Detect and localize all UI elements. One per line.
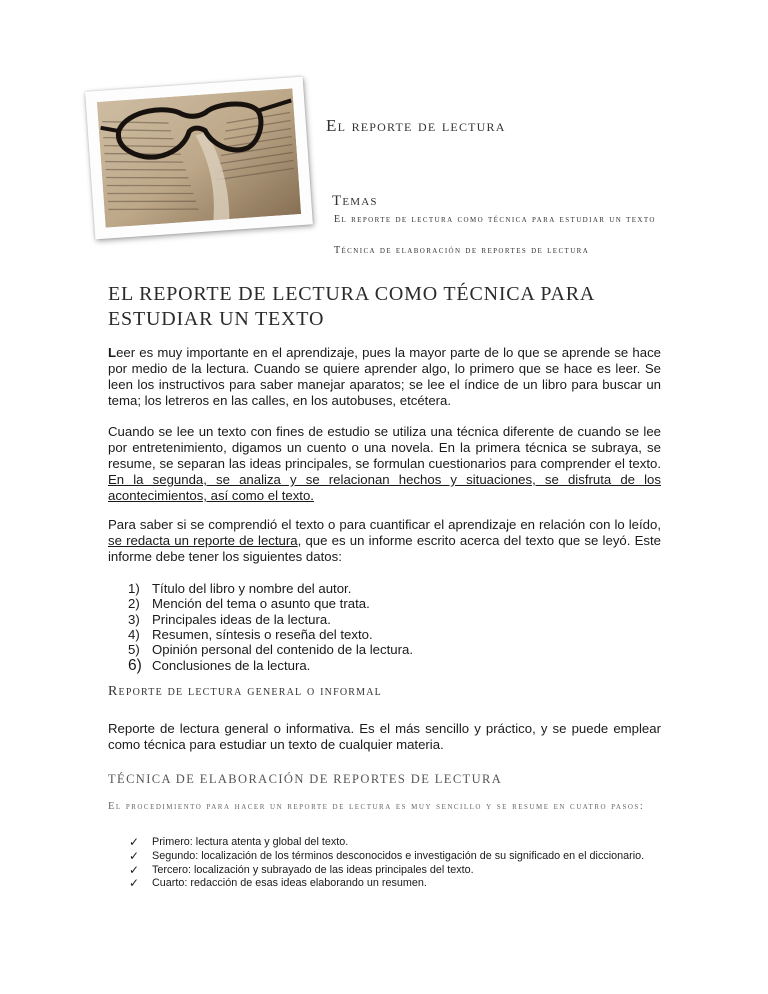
list-item [128, 658, 413, 673]
checklist-item [129, 850, 662, 864]
list-item [128, 581, 413, 596]
checklist-item [129, 836, 662, 850]
paragraph-1 [108, 345, 661, 409]
list-item-number: 6) [128, 657, 142, 675]
checklist-item-text: Tercero: localización y subrayado de las ideas principales del texto. [152, 863, 474, 876]
glasses-book-photo [85, 77, 313, 240]
check-icon: ✓ [129, 835, 140, 849]
paragraph-1-text: eer es muy importante en el aprendizaje, pues la mayor parte de lo que se aprende se hace por medio de la lectura. Cuando se quiere aprender algo, lo primero que se hace es leer. Se leen los instructivos para saber manejar aparatos; se lee el índice de un libro para buscar un tema; los letreros en las calles, en los autobuses, etcétera. [108, 345, 661, 408]
list-item-text: Mención del tema o asunto que trata. [152, 596, 370, 612]
list-item-number: 5) [128, 642, 140, 658]
checklist-item [129, 877, 662, 891]
paragraph-2 [108, 424, 661, 504]
report-data-list [128, 581, 413, 674]
list-item-number: 1) [128, 581, 140, 596]
list-item-number: 4) [128, 626, 140, 642]
paragraph-3-underlined: se redacta un reporte de lectura [108, 533, 298, 548]
list-item-text: Conclusiones de la lectura. [152, 658, 311, 674]
glasses-book-image [97, 88, 301, 227]
paragraph-4: Reporte de lectura general o informativa. Es el más sencillo y práctico, y se puede emplear como técnica para estudiar un texto de cualquier materia. [108, 721, 661, 752]
paragraph-3-before: Para saber si se comprendió el texto o para cuantificar el aprendizaje en relación con lo leído, [108, 517, 661, 532]
document-title: El reporte de lectura [326, 116, 506, 135]
main-heading: EL REPORTE DE LECTURA COMO TÉCNICA PARA ESTUDIAR UN TEXTO [108, 283, 594, 330]
list-item [128, 612, 413, 627]
list-item-number: 2) [128, 596, 140, 612]
paragraph-1-first-letter: L [108, 345, 117, 360]
checklist-item-text: Primero: lectura atenta y global del texto. [152, 836, 349, 848]
section-heading-technique: TÉCNICA DE ELABORACIÓN DE REPORTES DE LECTURA [108, 772, 503, 786]
list-item-text: Principales ideas de la lectura. [152, 611, 331, 627]
checklist-item-text: Cuarto: redacción de esas ideas elaborando un resumen. [152, 877, 427, 890]
paragraph-3 [108, 517, 661, 565]
list-item-number: 3) [128, 611, 140, 627]
section-heading-informal-report: Reporte de lectura general o informal [108, 684, 382, 699]
tema-item-1: El reporte de lectura como técnica para estudiar un texto [334, 214, 656, 225]
temas-label: Temas [332, 193, 378, 209]
list-item [128, 627, 413, 642]
list-item-text: Título del libro y nombre del autor. [152, 581, 352, 596]
checklist-item-text: Segundo: localización de los términos desconocidos e investigación de su significado en el diccionario. [152, 849, 645, 862]
tema-item-2: Técnica de elaboración de reportes de lectura [334, 245, 590, 256]
check-icon: ✓ [129, 862, 140, 877]
paragraph-3-after: , que es un informe escrito acerca del texto que se leyó. Este informe debe tener los siguientes datos: [108, 533, 661, 564]
paragraph-2-text: Cuando se lee un texto con fines de estudio se utiliza una técnica diferente de cuando se lee por entretenimiento, digamos un cuento o una novela. En la primera técnica se subraya, se resume, se separan las ideas principales, se formulan cuestionarios para comprender el texto. [108, 424, 661, 471]
list-item [128, 642, 413, 657]
paragraph-2-underlined: En la segunda, se analiza y se relacionan hechos y situaciones, se disfruta de los acontecimientos, así como el texto. [108, 472, 661, 503]
list-item-text: Resumen, síntesis o reseña del texto. [152, 626, 373, 642]
checklist-item [129, 864, 662, 878]
procedure-checklist [129, 836, 662, 891]
section-heading-procedure: El procedimiento para hacer un reporte de lectura es muy sencillo y se resume en cuatro pasos: [108, 801, 645, 812]
list-item-text: Opinión personal del contenido de la lectura. [152, 642, 413, 658]
check-icon: ✓ [129, 876, 140, 891]
list-item [128, 596, 413, 611]
check-icon: ✓ [129, 848, 140, 863]
